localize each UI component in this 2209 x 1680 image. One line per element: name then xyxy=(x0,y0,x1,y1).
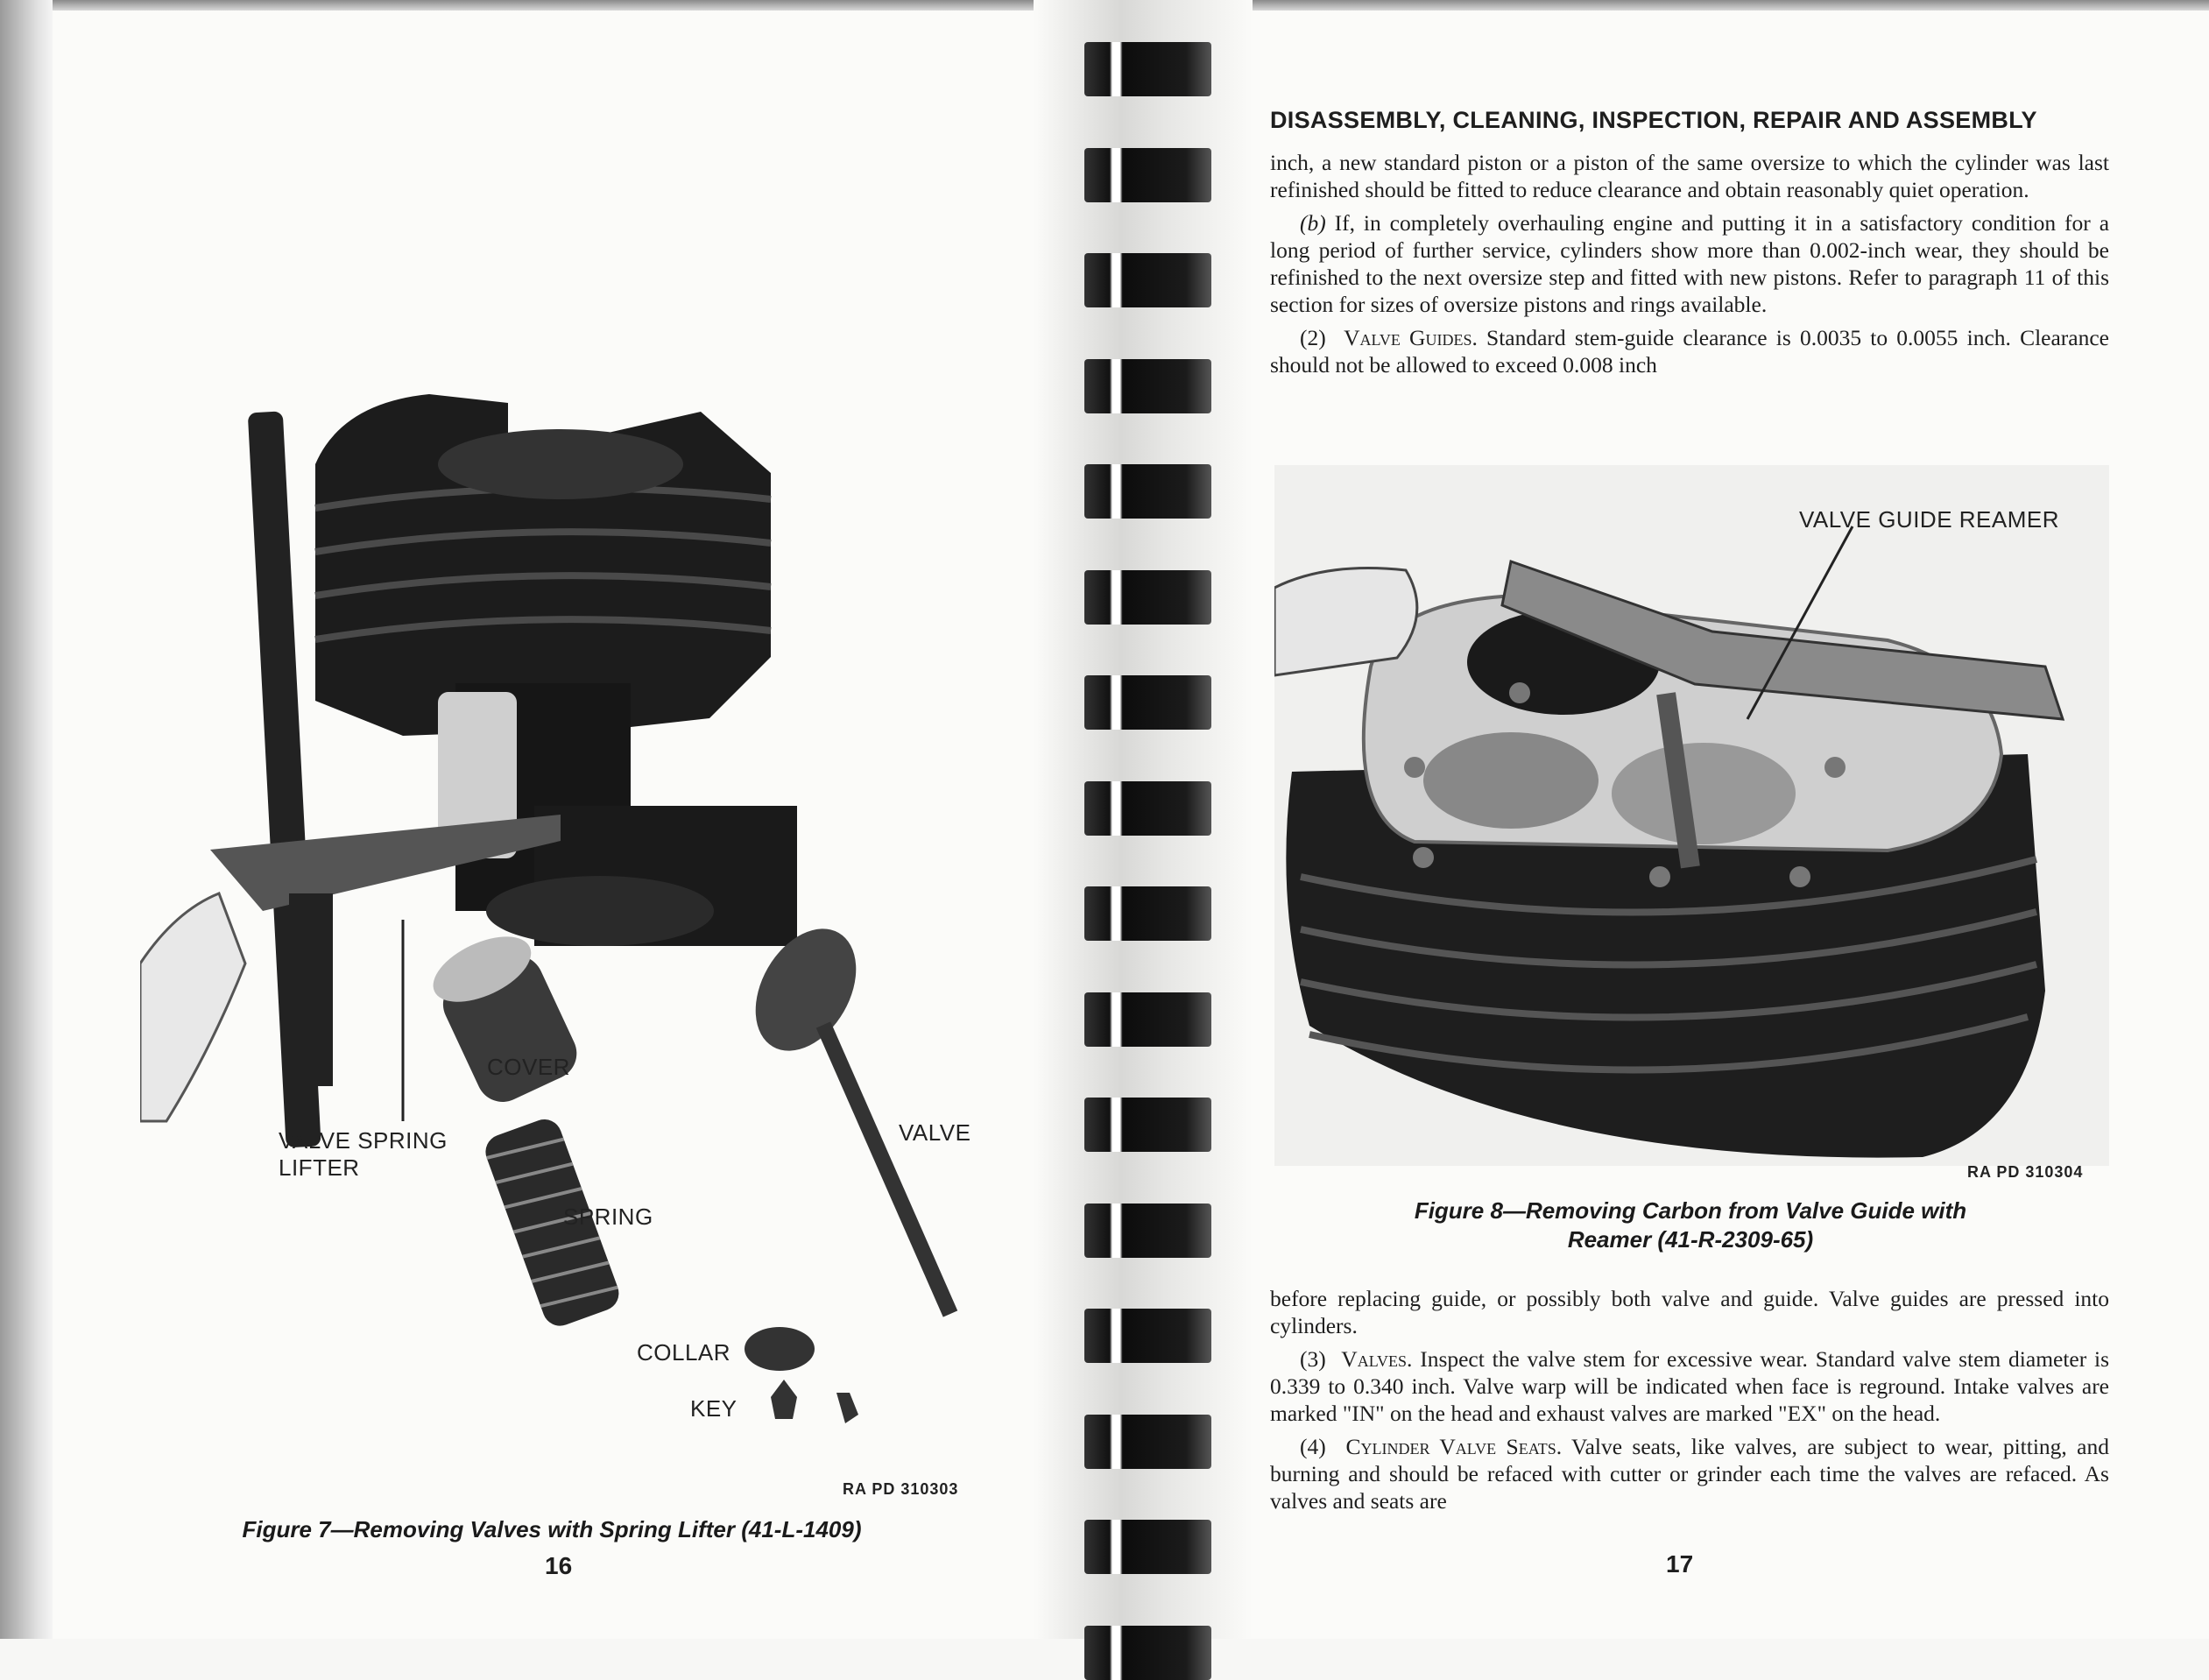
binding-ring xyxy=(1084,464,1211,519)
label-valve-guide-reamer: VALVE GUIDE REAMER xyxy=(1799,506,2059,533)
binding-ring xyxy=(1084,570,1211,625)
label-spring: SPRING xyxy=(563,1204,653,1230)
binding-ring xyxy=(1084,1626,1211,1680)
figure-8-ref: RA PD 310304 xyxy=(1967,1163,2084,1181)
figure-7-ref: RA PD 310303 xyxy=(843,1480,959,1498)
paragraph-title: Valve Guides. xyxy=(1344,325,1478,350)
section-heading: DISASSEMBLY, CLEANING, INSPECTION, REPAIR AND ASSEMBLY xyxy=(1270,107,2037,133)
binding-ring xyxy=(1084,781,1211,836)
paragraph: inch, a new standard piston or a piston of the same oversize to which the cylinder was last refinished should be fitted to reduce clearance and obtain reasonably quiet operation. xyxy=(1270,150,2109,202)
paragraph xyxy=(1270,209,2109,318)
paragraph-title: Cylinder Valve Seats. xyxy=(1345,1434,1563,1459)
paragraph-marker: (2) xyxy=(1300,325,1326,350)
paragraph-text: Standard stem-guide clearance is 0.0035 to 0.0055 inch. Clearance should not be allowed to exceed 0.008 inch xyxy=(1270,325,2110,378)
binding-ring xyxy=(1084,992,1211,1047)
label-collar: COLLAR xyxy=(637,1339,731,1366)
binding-ring xyxy=(1084,42,1211,96)
paragraph: before replacing guide, or possibly both valve and guide. Valve guides are pressed into cylinders. xyxy=(1270,1286,2109,1338)
body-text-bottom xyxy=(1270,1285,2109,1521)
caption-line: Reamer (41-R-2309-65) xyxy=(1567,1226,1814,1253)
page-number-17: 17 xyxy=(1666,1550,1694,1578)
binding-ring xyxy=(1084,1415,1211,1469)
binding-ring xyxy=(1084,1309,1211,1363)
label-cover: COVER xyxy=(487,1054,570,1080)
body-text-top xyxy=(1270,149,2109,385)
figure-8-photo xyxy=(1274,465,2109,1166)
page-number-16: 16 xyxy=(545,1552,573,1579)
label-valve-spring-lifter: VALVE SPRING LIFTER xyxy=(279,1127,448,1181)
scan-left-edge xyxy=(0,0,53,1639)
paragraph-marker: (3) xyxy=(1300,1346,1326,1372)
paragraph-title: Valves. xyxy=(1341,1346,1413,1372)
binding-ring xyxy=(1084,675,1211,730)
binding-ring xyxy=(1084,148,1211,202)
paragraph-text: Inspect the valve stem for excessive wear. Standard valve stem diameter is 0.339 to 0.340 inch. Valve warp will be indicated when face is reground. Intake valves are marked "IN" on the head and exhaust valves are marked "EX" on the head. xyxy=(1270,1346,2110,1426)
paragraph-marker: (b) xyxy=(1300,210,1326,236)
label-valve: VALVE xyxy=(899,1119,971,1146)
binding-ring xyxy=(1084,1098,1211,1152)
binding-ring xyxy=(1084,253,1211,307)
paragraph-text: Valve seats, like valves, are subject to wear, pitting, and burning and should be refaced with cutter or grinder each time the valves are refaced. As valves and seats are xyxy=(1270,1434,2109,1514)
figure-8-caption xyxy=(1270,1196,2111,1254)
paragraph-marker: (4) xyxy=(1300,1434,1326,1459)
paragraph-text: If, in completely overhauling engine and putting it in a satisfactory condition for a long period of further service, cylinders show more than 0.002-inch wear, they should be refinished to the next oversize step and fitted with new pistons. Refer to paragraph 11 of this section for sizes of oversize pistons and rings available. xyxy=(1270,210,2110,317)
label-key: KEY xyxy=(690,1395,738,1422)
paragraph xyxy=(1270,1345,2109,1427)
paragraph xyxy=(1270,324,2109,378)
caption-line: Figure 8—Removing Carbon from Valve Guide with xyxy=(1414,1197,1967,1224)
binding-ring xyxy=(1084,359,1211,413)
binding-ring xyxy=(1084,1520,1211,1574)
binding-ring xyxy=(1084,886,1211,941)
paragraph xyxy=(1270,1433,2109,1514)
binding-ring xyxy=(1084,1204,1211,1258)
figure-7-caption: Figure 7—Removing Valves with Spring Lifter (41-L-1409) xyxy=(242,1516,862,1542)
figure-7-photo xyxy=(140,350,972,1428)
